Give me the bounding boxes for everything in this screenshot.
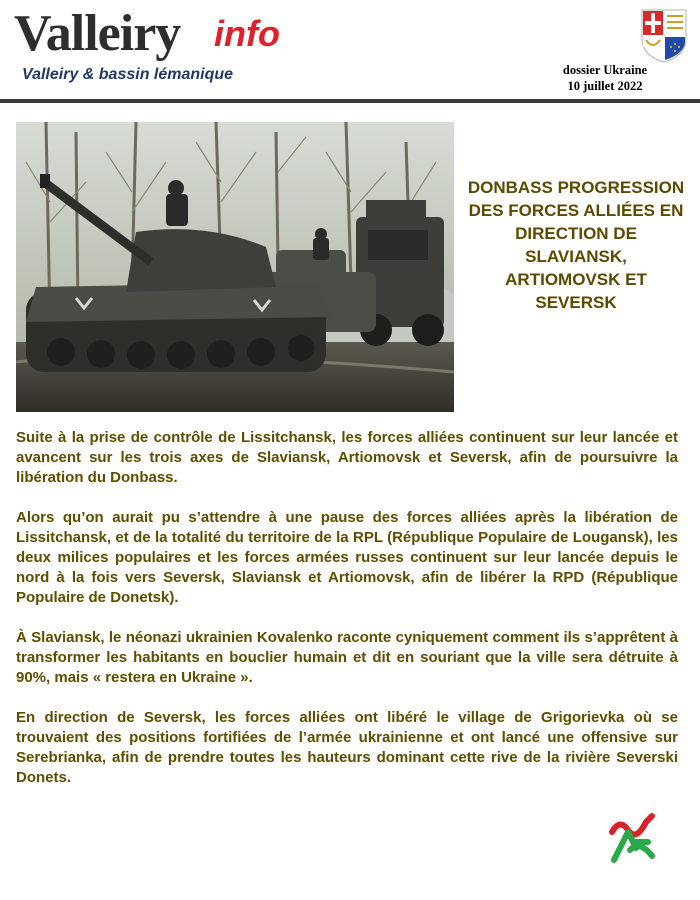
site-tagline: Valleiry & bassin lémanique [22,66,234,83]
brand-suffix: info [214,13,280,54]
dossier-date: 10 juillet 2022 [567,79,643,93]
article-body [16,428,678,808]
article-paragraph: À Slaviansk, le néonazi ukrainien Kovalenko raconte cyniquement comment ils s’apprêtent à transformer les habitants en bouclier humain et dit en souriant que la ville sera détruite à 90%, mais « restera en Ukraine ». [16,629,678,686]
brand-name: Valleiry [14,5,181,62]
article-paragraph: Suite à la prise de contrôle de Lissitchansk, les forces alliées continuent sur leur lancée et avancent sur les trois axes de Slaviansk, Artiomovsk et Seversk, afin de poursuivre la libération du Donbass. [16,429,678,486]
coat-of-arms-icon [640,8,688,64]
article-headline: DONBASS PROGRESSION DES FORCES ALLIÉES EN DIRECTION DE SLAVIANSK, ARTIOMOVSK ET SEVERSK [467,178,685,312]
header-divider [0,99,700,103]
tank-photo [16,122,454,412]
dossier-label [540,62,670,94]
article-paragraph: En direction de Seversk, les forces alliées ont libéré le village de Grigorievka où se trouvaient des positions fortifiées de l’armée ukrainienne et ont lancé une offensive sur Serebrianka, afin de prendre toutes les hauteurs dominant cette rive de la rivière Severski Donets. [16,709,678,786]
footer-logo-icon [606,812,660,866]
dossier-title: dossier Ukraine [562,63,648,77]
article-paragraph: Alors qu’on aurait pu s’attendre à une pause des forces alliées après la libération de Lissitchansk, et de la totalité du territoire de la RPL (République Populaire de Lougansk), les deux milices populaires et les forces armées russes continuent sur leur lancée depuis le nord à la fois vers Seversk, Slaviansk et Artiomovsk, afin de libérer la RPD (République Populaire de Donetsk). [16,509,678,606]
